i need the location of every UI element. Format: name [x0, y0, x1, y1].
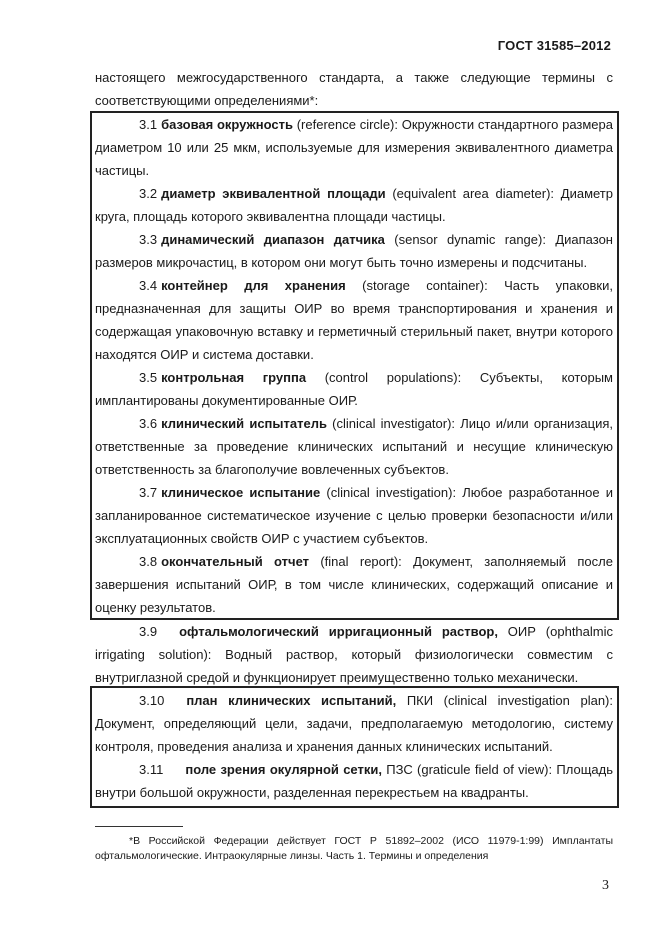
term-definition: (sensor dynamic range): Диапазон размеров микрочастиц, в котором они могут быть точно измерены и подсчитаны. [95, 232, 613, 270]
term-number: 3.8 [139, 554, 158, 569]
term-3-1 [95, 113, 613, 182]
term-number: 3.11 [139, 762, 164, 777]
term-name: окончательный отчет [161, 554, 310, 569]
term-number: 3.7 [139, 485, 158, 500]
term-number: 3.4 [139, 278, 158, 293]
term-number: 3.10 [139, 693, 165, 708]
term-3-10 [95, 689, 613, 758]
term-definition: (final report): Документ, заполняемый после завершения испытаний ОИР, в том числе клинических, содержащий описание и оценку результатов. [95, 554, 613, 615]
footnote-divider [95, 826, 183, 827]
term-definition: (clinical investigator): Лицо и/или организация, ответственные за проведение клинических испытаний и несущие клиническую ответственность за благополучие вовлеченных субъектов. [95, 416, 613, 477]
footnote-text: *В Российской Федерации действует ГОСТ Р 51892–2002 (ИСО 11979-1:99) Имплантаты офтальмологические. Интраокулярные линзы. Часть 1. Термины и определения [95, 835, 613, 862]
term-name: контейнер для хранения [161, 278, 346, 293]
term-name: контрольная группа [161, 370, 307, 385]
term-name: офтальмологический ирригационный раствор, [179, 624, 498, 639]
term-number: 3.2 [139, 186, 158, 201]
term-definition: (control populations): Субъекты, которым имплантированы документированные ОИР. [95, 370, 613, 408]
page-header-standard: ГОСТ 31585–2012 [497, 38, 611, 53]
term-3-8 [95, 550, 613, 619]
term-3-3 [95, 228, 613, 274]
term-name: план клинических испытаний, [186, 693, 397, 708]
term-number: 3.9 [139, 624, 158, 639]
term-definition: ПЗС (graticule field of view): Площадь внутри большой окружности, разделенная перекрестьем на квадранты. [95, 762, 613, 800]
term-3-11 [95, 758, 613, 804]
intro-paragraph: настоящего межгосударственного стандарта, а также следующие термины с соответствующими определениями*: [95, 70, 613, 108]
term-3-6 [95, 412, 613, 481]
term-name: динамический диапазон датчика [161, 232, 385, 247]
term-definition: (equivalent area diameter): Диаметр круга, площадь которого эквивалентна площади частицы. [95, 186, 613, 224]
term-3-2 [95, 182, 613, 228]
term-name: поле зрения окулярной сетки, [185, 762, 382, 777]
term-3-4 [95, 274, 613, 366]
term-definition: ПКИ (clinical investigation plan): Документ, определяющий цели, задачи, предполагаемую методологию, систему контроля, проведения анализа и хранения данных клинических испытаний. [95, 693, 613, 754]
term-definition: (storage container): Часть упаковки, предназначенная для защиты ОИР во время транспортирования и хранения и содержащая упаковочную вставку и герметичный стерильный пакет, внутри которого находятся ОИР и система доставки. [95, 278, 613, 362]
term-definition: (reference circle): Окружности стандартного размера диаметром 10 или 25 мкм, используемые для измерения эквивалентного диаметра частицы. [95, 117, 613, 178]
page-number: 3 [602, 878, 609, 893]
term-number: 3.1 [139, 117, 158, 132]
term-number: 3.5 [139, 370, 158, 385]
term-name: клинический испытатель [161, 416, 327, 431]
term-3-9 [95, 620, 613, 689]
term-definition: (clinical investigation): Любое разработанное и запланированное систематическое изучение с целью проверки безопасности и/или эксплуатационных свойств ОИР с участием субъектов. [95, 485, 614, 546]
term-number: 3.3 [139, 232, 158, 247]
term-name: базовая окружность [161, 117, 293, 132]
term-name: клиническое испытание [161, 485, 321, 500]
term-definition: ОИР (ophthalmic irrigating solution): Водный раствор, который физиологически совместим с внутриглазной средой и функционирует преимущественно только механически. [95, 624, 613, 685]
term-number: 3.6 [139, 416, 158, 431]
term-3-5 [95, 366, 613, 412]
term-name: диаметр эквивалентной площади [161, 186, 386, 201]
term-3-7 [95, 481, 613, 550]
